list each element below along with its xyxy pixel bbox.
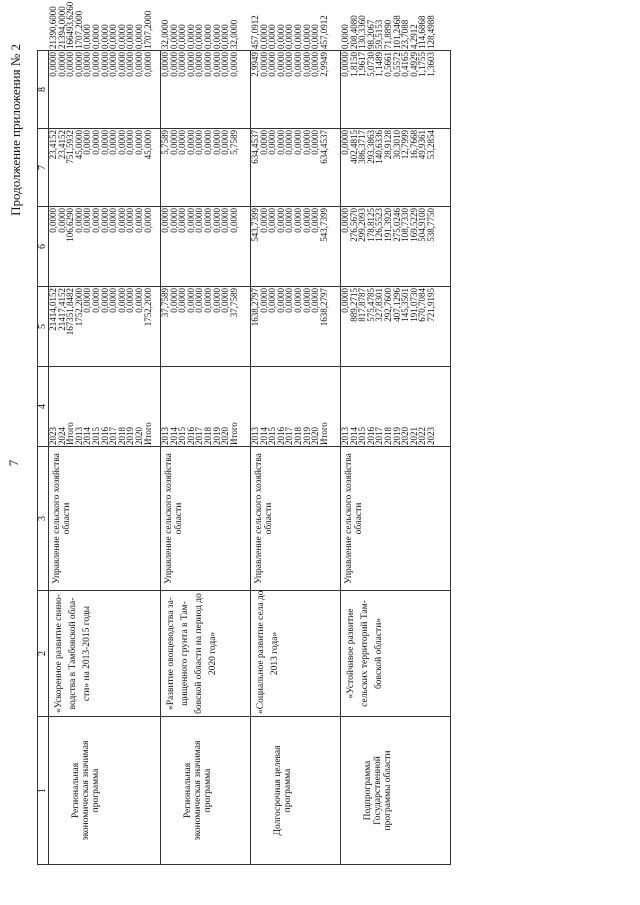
program-type-line: Региональная (183, 762, 193, 819)
total-value: 0,0000 (177, 288, 188, 313)
year-value: 2018 (202, 427, 213, 445)
year-value: 2017 (284, 427, 295, 445)
regional-budget-cell (341, 129, 451, 207)
local-budget-value: 0,0000 (82, 52, 93, 77)
federal-budget-value: 108,7330 (400, 208, 411, 242)
federal-budget-value: 0,0000 (99, 208, 110, 233)
total-value: 0,0000 (211, 288, 222, 313)
local-budget-value: 0,0000 (202, 52, 213, 77)
program-name-line: бовской области» (374, 617, 384, 690)
year-value: 2020 (133, 427, 144, 445)
year-value: 2020 (310, 427, 321, 445)
federal-budget-value: 0,0000 (90, 208, 101, 233)
regional-budget-value: 0,0000 (267, 130, 278, 155)
federal-budget-value: 0,0000 (82, 208, 93, 233)
federal-budget-value: 0,0000 (228, 208, 239, 233)
local-budget-value: 1,1489 (374, 52, 385, 77)
year-value: 2019 (391, 427, 402, 445)
federal-budget-value: 126,5523 (374, 208, 385, 242)
regional-budget-value: 53,2854 (425, 130, 436, 160)
total-value: 21414,0152 (48, 288, 58, 331)
total-value: 0,0000 (202, 288, 213, 313)
regional-budget-value: 0,0000 (220, 130, 231, 155)
local-budget-value: 0,0000 (125, 52, 136, 77)
year-value: 2021 (408, 427, 419, 445)
executor (341, 447, 451, 591)
regional-budget-value: 0,0000 (310, 130, 321, 155)
total-value: 0,0000 (82, 288, 93, 313)
local-budget-value: 0,0000 (275, 52, 286, 77)
local-budget-value: 2,9949 (250, 52, 260, 77)
program-name-line: «Развитие овощеводства за- (166, 596, 176, 711)
regional-budget-value: 30,3010 (391, 130, 402, 160)
header-col-6: 6 (38, 207, 49, 287)
federal-budget-value: 0,0000 (73, 208, 84, 233)
total-value: 191,0730 (408, 288, 419, 322)
executor (251, 447, 341, 591)
program-row: Региональная экономическая значимая программа «Развитие овощеводства за- щищенного грунта в Там- бовской области на период до 2020 года» Управление сельского хозяйства области 2013 2014 2015 2016 2017 2018 2019 2020 Итого 37,7589 0,0000 0,0000 0,0000 0,0000 0,0000 0,0000 0,0000 37,7589 0,0000 0,0000 0,0000 0,0000 0,0000 0,0000 0,0000 0,0000 0,0000 5,7589 0,0000 0,0000 0,0000 0,0000 0,0000 0,0000 0,0000 5,7589 0,0000 0,0000 0,0000 0,0000 0,0000 0,0000 0,0000 0,0000 0,0000 32,0000 0,0000 0,0000 0,0000 0,0000 0,0000 0,0000 0,0000 32,0000 (161, 51, 251, 865)
year-value: 2023 (425, 427, 436, 445)
regional-budget-value: 5,7589 (160, 130, 170, 155)
program-name-line: 2013 года» (270, 631, 280, 676)
program-type (161, 717, 251, 865)
total-cell (251, 287, 341, 367)
federal-budget-value: 0,0000 (220, 208, 231, 233)
year-value: 2019 (125, 427, 136, 445)
federal-budget-value: 538,7750 (425, 208, 436, 242)
executor-line: области (174, 502, 184, 535)
year-value: Итого (228, 422, 239, 445)
federal-budget-value: 106,6290 (65, 208, 76, 242)
year-cell (49, 367, 161, 447)
total-value: 575,4785 (365, 288, 376, 322)
federal-budget-value: 169,5229 (408, 208, 419, 242)
federal-budget-value: 299,2093 (357, 208, 368, 242)
total-value: 889,2715 (348, 288, 359, 322)
year-cell (341, 367, 451, 447)
local-budget-value: 0,0000 (267, 52, 278, 77)
program-type-line: Долгосрочная целевая (273, 745, 283, 836)
year-value: 2014 (348, 427, 359, 445)
federal-budget-value: 0,0000 (292, 208, 303, 233)
total-value: 721,9195 (425, 288, 436, 322)
total-value: 0,0000 (116, 288, 127, 313)
regional-budget-value: 16,7668 (408, 130, 419, 160)
total-value: 1638,2797 (318, 288, 329, 327)
total-value: 0,0000 (125, 288, 136, 313)
year-value: 2018 (382, 427, 393, 445)
program-row: Долгосрочная целевая программа «Социальное развитие села до 2013 года» Управление сельского хозяйства области 2013 2014 2015 2016 2017 2018 2019 2020 Итого 1638,2797 0,0000 0,0000 0,0000 0,0000 0,0000 0,0000 0,0000 1638,2797 543,7399 0,0000 0,0000 0,0000 0,0000 0,0000 0,0000 0,0000 543,7399 634,4537 0,0000 0,0000 0,0000 0,0000 0,0000 0,0000 0,0000 634,4537 2,9949 0,0000 0,0000 0,0000 0,0000 0,0000 0,0000 0,0000 2,9949 457,0912 0,0000 0,0000 0,0000 0,0000 0,0000 0,0000 0,0000 457,0912 (251, 51, 341, 865)
local-budget-value: 0,0000 (301, 52, 312, 77)
local-budget-value: 0,0000 (194, 52, 205, 77)
federal-budget-value: 0,0000 (56, 208, 67, 233)
year-value: 2017 (374, 427, 385, 445)
year-value: 2022 (417, 427, 428, 445)
regional-budget-value: 751,5932 (65, 130, 76, 164)
federal-budget-value: 0,0000 (177, 208, 188, 233)
regional-budget-value: 0,0000 (82, 130, 93, 155)
regional-budget-value: 0,0000 (185, 130, 196, 155)
program-name-line: водства в Тамбовской обла- (68, 597, 78, 710)
local-budget-value: 0,0000 (258, 52, 269, 77)
total-value: 0,0000 (310, 288, 321, 313)
year-value: 2014 (82, 427, 93, 445)
year-value: 2013 (73, 427, 84, 445)
executor (161, 447, 251, 591)
regional-budget-value: 45,0000 (142, 130, 153, 160)
federal-budget-value: 0,0000 (340, 208, 350, 233)
federal-budget-value: 0,0000 (108, 208, 119, 233)
local-budget-value: 0,0000 (310, 52, 321, 77)
local-budget-value: 0,0000 (99, 52, 110, 77)
table-body (48, 1, 451, 865)
local-budget-value: 0,5661 (382, 52, 393, 77)
program-type-line: программы области (383, 750, 393, 831)
year-value: 2015 (267, 427, 278, 445)
local-budget-value: 0,0000 (168, 52, 179, 77)
header-col-8: 8 (38, 51, 49, 129)
regional-budget-value: 0,0000 (116, 130, 127, 155)
total-value: 407,1296 (391, 288, 402, 322)
program-type-line: Государственной (373, 756, 383, 825)
federal-budget-value: 191,3920 (382, 208, 393, 242)
regional-budget-value: 0,0000 (108, 130, 119, 155)
program-name-line: сельских территорий Там- (360, 600, 370, 707)
total-value: 1752,2000 (142, 288, 153, 327)
program-name-line: щищенного грунта в Там- (180, 601, 190, 706)
continuation-title: Продолжение приложения № 2 (8, 44, 23, 216)
local-budget-cell (251, 51, 341, 129)
local-budget-value: 0,0000 (73, 52, 84, 77)
federal-budget-value: 0,0000 (267, 208, 278, 233)
local-budget-value: 5,0730 (365, 52, 376, 77)
total-value: 292,7600 (382, 288, 393, 322)
regional-budget-value: 0,0000 (133, 130, 144, 155)
total-value: 0,0000 (99, 288, 110, 313)
program-type-line: Региональная (71, 762, 81, 819)
local-budget-value: 0,5572 (391, 52, 402, 77)
regional-budget-value: 402,4815 (348, 130, 359, 164)
executor-line: Управление сельского хозяйства (164, 453, 174, 584)
total-value: 0,0000 (292, 288, 303, 313)
local-budget-value: 0,0000 (48, 52, 58, 77)
total-value: 0,0000 (194, 288, 205, 313)
program-row: Региональная экономическая значимая программа «Ускоренное развитие свино- водства в Тамбовской обла- сти» на 2013-2015 годы Управление сельского хозяйства области 2023 2024 Итого 2013 2014 2015 2016 2017 2018 2019 2020 Итого 21414,0152 21417,4152 167351,8482 1752,2000 0,0000 0,0000 0,0000 0,0000 0,0000 0,0000 0,0000 1752,2000 0,0000 0,0000 106,6290 0,0000 0,0000 0,0000 0,0000 0,0000 0,0000 0,0000 0,0000 0,0000 23,4152 23,4152 751,5932 45,0000 0,0000 0,0000 0,0000 0,0000 0,0000 0,0000 0,0000 45,0000 0,0000 0,0000 0,0000 0,0000 0,0000 0,0000 0,0000 0,0000 0,0000 0,0000 0,0000 0,0000 21390,6000 21394,0000 166493,6260 1707,2000 0,0000 0,0000 0,0000 0,0000 0,0000 0,0000 0,0000 1707,2000 (49, 51, 161, 865)
total-value: 0,0000 (340, 288, 350, 313)
federal-budget-value: 276,5670 (348, 208, 359, 242)
federal-budget-value: 0,0000 (202, 208, 213, 233)
local-budget-value: 0,0000 (292, 52, 303, 77)
year-value: Итого (65, 422, 76, 445)
local-budget-value: 0,0000 (133, 52, 144, 77)
financing-table (37, 1, 451, 865)
regional-budget-value: 0,0000 (284, 130, 295, 155)
year-value: 2015 (357, 427, 368, 445)
program-type (49, 717, 161, 865)
regional-budget-value: 140,6336 (374, 130, 385, 164)
local-budget-value: 2,9949 (318, 52, 329, 77)
regional-budget-value: 0,0000 (99, 130, 110, 155)
federal-budget-value: 0,0000 (284, 208, 295, 233)
regional-budget-value: 12,7999 (400, 130, 411, 160)
federal-budget-value: 504,9100 (417, 208, 428, 242)
year-value: 2019 (301, 427, 312, 445)
header-row (38, 51, 49, 865)
total-value: 0,0000 (90, 288, 101, 313)
year-value: 2014 (168, 427, 179, 445)
program-type-line: программа (283, 768, 293, 813)
regional-budget-value: 293,3863 (365, 130, 376, 164)
total-value: 327,8301 (374, 288, 385, 322)
federal-budget-value: 0,0000 (211, 208, 222, 233)
total-value: 0,0000 (301, 288, 312, 313)
program-name (341, 591, 451, 717)
program-name-line: бовской области на период до (194, 593, 204, 714)
executor (49, 447, 161, 591)
regional-budget-value: 0,0000 (211, 130, 222, 155)
year-value: 2020 (220, 427, 231, 445)
local-budget-value: 0,0000 (142, 52, 153, 77)
federal-budget-cell (49, 207, 161, 287)
year-value: 2016 (185, 427, 196, 445)
total-value: 167351,8482 (65, 288, 76, 336)
year-value: Итого (142, 422, 153, 445)
program-type-line: программа (203, 768, 213, 813)
federal-budget-cell (251, 207, 341, 287)
total-value: 1752,2000 (73, 288, 84, 327)
year-cell (161, 367, 251, 447)
regional-budget-value: 28,9128 (382, 130, 393, 160)
regional-budget-value: 23,4152 (56, 130, 67, 160)
local-budget-value: 1,9617 (357, 52, 368, 77)
total-value: 0,0000 (258, 288, 269, 313)
year-value: 2017 (194, 427, 205, 445)
federal-budget-value: 0,0000 (194, 208, 205, 233)
federal-budget-value: 0,0000 (133, 208, 144, 233)
header-col-2: 2 (38, 591, 49, 717)
regional-budget-value: 5,7589 (228, 130, 239, 155)
regional-budget-value: 0,0000 (301, 130, 312, 155)
total-value: 0,0000 (267, 288, 278, 313)
program-type-line: экономическая значимая (193, 740, 203, 841)
local-budget-value: 0,0000 (116, 52, 127, 77)
federal-budget-value: 0,0000 (48, 208, 58, 233)
header-col-4: 4 (38, 367, 49, 447)
local-budget-value: 0,0000 (177, 52, 188, 77)
regional-budget-value: 0,0000 (275, 130, 286, 155)
federal-budget-value: 0,0000 (258, 208, 269, 233)
total-value: 145,3501 (400, 288, 411, 322)
regional-budget-value: 0,0000 (202, 130, 213, 155)
regional-budget-value: 23,4152 (48, 130, 58, 160)
program-name (49, 591, 161, 717)
total-value: 21417,4152 (56, 288, 67, 331)
year-value: 2019 (211, 427, 222, 445)
year-value: 2013 (340, 427, 350, 445)
year-value: 2024 (56, 427, 67, 445)
regional-budget-value: 0,0000 (340, 130, 350, 155)
year-value: Итого (318, 422, 329, 445)
local-budget-value: 0,0000 (90, 52, 101, 77)
program-type-line: программа (91, 768, 101, 813)
total-value: 670,7084 (417, 288, 428, 322)
federal-budget-value: 178,8125 (365, 208, 376, 242)
local-budget-value: 0,0000 (211, 52, 222, 77)
program-type (251, 717, 341, 865)
total-value: 37,7589 (160, 288, 170, 318)
program-type (341, 717, 451, 865)
local-budget-value: 0,0000 (65, 52, 76, 77)
federal-budget-cell (161, 207, 251, 287)
local-budget-value: 1,8150 (348, 52, 359, 77)
total-cell (341, 287, 451, 367)
local-budget-value: 0,0000 (220, 52, 231, 77)
federal-budget-value: 0,0000 (310, 208, 321, 233)
program-type-line: Подпрограмма (363, 760, 373, 821)
regional-budget-value: 49,9361 (417, 130, 428, 160)
header-col-7: 7 (38, 129, 49, 207)
year-value: 2018 (116, 427, 127, 445)
federal-budget-cell (341, 207, 451, 287)
year-value: 2020 (400, 427, 411, 445)
year-value: 2016 (99, 427, 110, 445)
year-value: 2013 (250, 427, 260, 445)
regional-budget-value: 0,0000 (90, 130, 101, 155)
total-value: 0,0000 (168, 288, 179, 313)
regional-budget-value: 0,0000 (168, 130, 179, 155)
local-budget-value: 0,4165 (400, 52, 411, 77)
federal-budget-value: 0,0000 (125, 208, 136, 233)
program-type-line: экономическая значимая (81, 740, 91, 841)
year-value: 2014 (258, 427, 269, 445)
total-value: 0,0000 (185, 288, 196, 313)
regional-budget-cell (49, 129, 161, 207)
program-name-line: «Социальное развитие села до (256, 590, 266, 714)
local-budget-cell (161, 51, 251, 129)
program-name (161, 591, 251, 717)
regional-budget-value: 0,0000 (177, 130, 188, 155)
local-budget-value: 1,3603 (425, 52, 436, 77)
federal-budget-value: 0,0000 (275, 208, 286, 233)
federal-budget-value: 0,0000 (185, 208, 196, 233)
federal-budget-value: 0,0000 (116, 208, 127, 233)
year-value: 2015 (90, 427, 101, 445)
regional-budget-value: 0,0000 (125, 130, 136, 155)
total-value: 0,0000 (284, 288, 295, 313)
regional-budget-value: 634,4537 (318, 130, 329, 164)
year-value: 2018 (292, 427, 303, 445)
year-value: 2017 (108, 427, 119, 445)
local-budget-value: 0,0000 (340, 52, 350, 77)
federal-budget-value: 0,0000 (160, 208, 170, 233)
executor-line: Управление сельского хозяйства (254, 453, 264, 584)
executor-line: области (264, 502, 274, 535)
executor-line: области (354, 502, 364, 535)
local-budget-cell (49, 51, 161, 129)
total-value: 37,7589 (228, 288, 239, 318)
local-budget-value: 0,4929 (408, 52, 419, 77)
program-row: Подпрограмма Государственной программы области «Устойчивое развитие сельских территорий Там- бовской области» Управление сельского хозяйства области 2013 2014 2015 2016 2017 2018 2019 2020 2021 2022 2023 0,0000 889,2715 817,8787 575,4785 327,8301 292,7600 407,1296 145,3501 191,0730 670,7084 721,9195 0,0000 276,5670 299,2093 178,8125 126,5523 191,3920 275,0246 108,7330 169,5229 504,9100 538,7750 0,0000 402,4815 386,3717 293,3863 140,6336 28,9128 30,3010 12,7999 16,7668 49,9361 53,2854 0,0000 1,8150 1,9617 5,0730 1,1489 0,5661 0,5572 0,4165 0,4929 1,1755 1,3603 0,0000 208,4080 130,3360 98,2067 59,5153 71,8890 101,2468 23,7088 4,2912 114,6868 128,4988 (341, 51, 451, 865)
regional-budget-cell (251, 129, 341, 207)
year-value: 2016 (275, 427, 286, 445)
federal-budget-value: 0,0000 (142, 208, 153, 233)
regional-budget-value: 45,0000 (73, 130, 84, 160)
local-budget-value: 0,0000 (185, 52, 196, 77)
total-cell (161, 287, 251, 367)
total-cell (49, 287, 161, 367)
program-name-line: «Ускоренное развитие свино- (54, 594, 64, 713)
regional-budget-value: 0,0000 (292, 130, 303, 155)
executor-line: Управление сельского хозяйства (52, 453, 62, 584)
total-value: 0,0000 (108, 288, 119, 313)
local-budget-value: 0,0000 (56, 52, 67, 77)
regional-budget-value: 0,0000 (258, 130, 269, 155)
local-budget-value: 1,1755 (417, 52, 428, 77)
page-number: 7 (6, 459, 21, 467)
regional-budget-value: 386,3717 (357, 130, 368, 164)
regional-budget-cell (161, 129, 251, 207)
local-budget-value: 0,0000 (108, 52, 119, 77)
regional-budget-value: 634,4537 (250, 130, 260, 164)
year-cell (251, 367, 341, 447)
header-col-3: 3 (38, 447, 49, 591)
total-value: 0,0000 (220, 288, 231, 313)
local-budget-value: 0,0000 (160, 52, 170, 77)
federal-budget-value: 0,0000 (168, 208, 179, 233)
total-value: 817,8787 (357, 288, 368, 322)
federal-budget-value: 275,0246 (391, 208, 402, 242)
program-name-line: сти» на 2013-2015 годы (82, 605, 92, 702)
federal-budget-value: 543,7399 (250, 208, 260, 242)
regional-budget-value: 0,0000 (194, 130, 205, 155)
header-col-5: 5 (38, 287, 49, 367)
program-name-line: 2020 года» (208, 631, 218, 676)
federal-budget-value: 0,0000 (301, 208, 312, 233)
executor-line: Управление сельского хозяйства (344, 453, 354, 584)
year-value: 2023 (48, 427, 58, 445)
program-name-line: «Устойчивое развитие (346, 608, 356, 699)
executor-line: области (62, 502, 72, 535)
total-value: 1638,2797 (250, 288, 260, 327)
local-budget-cell (341, 51, 451, 129)
year-value: 2013 (160, 427, 170, 445)
header-col-1: 1 (38, 717, 49, 865)
total-value: 0,0000 (275, 288, 286, 313)
year-value: 2015 (177, 427, 188, 445)
local-budget-value: 0,0000 (284, 52, 295, 77)
federal-budget-value: 543,7399 (318, 208, 329, 242)
total-value: 0,0000 (133, 288, 144, 313)
year-value: 2016 (365, 427, 376, 445)
program-name (251, 591, 341, 717)
local-budget-value: 0,0000 (228, 52, 239, 77)
